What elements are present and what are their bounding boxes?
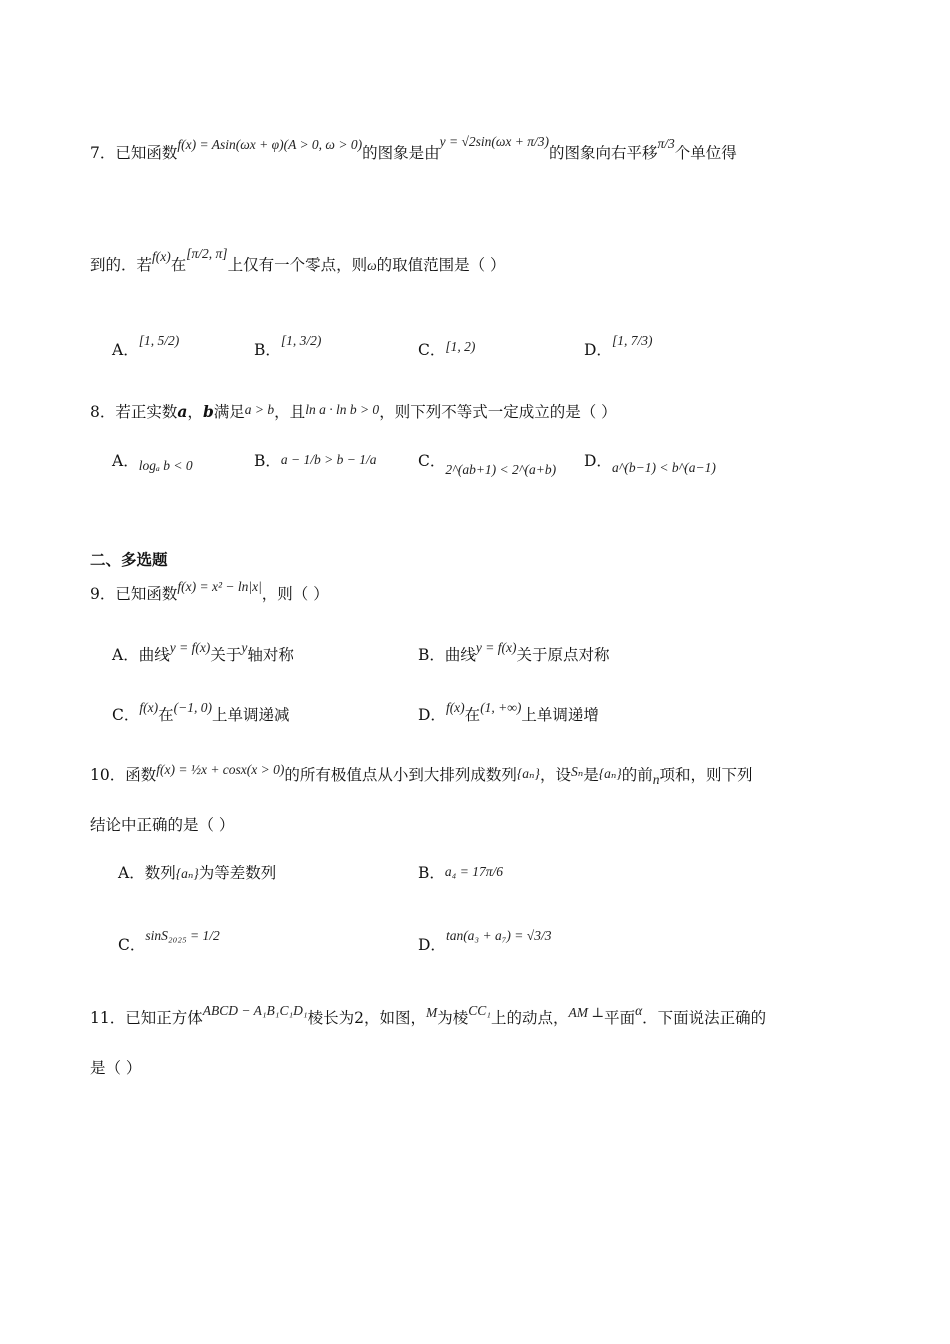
q9-option-a: A．曲线y = f(x)关于y轴对称 — [112, 640, 294, 664]
q8-option-a: A．logₐ b < 0 — [112, 452, 193, 474]
q7-line2-prefix: 到的．若 — [90, 256, 153, 274]
q10-option-b: B．a₄ = 17π/6 — [418, 864, 503, 882]
q8-line: 8．若正实数a，b满足a > b，且ln a · ln b > 0，则下列不等式一定成立的是（ ） — [90, 402, 617, 421]
q7-interval: [π/2, π] — [186, 246, 228, 262]
q10-option-a: A．数列{aₙ}为等差数列 — [118, 864, 277, 882]
q10-option-c: C．sinS₂₀₂₅ = 1/2 — [118, 928, 220, 954]
section-heading-multiple-choice: 二、多选题 — [90, 551, 168, 569]
q10-line2: 结论中正确的是（ ） — [90, 816, 235, 834]
q11-line1: 11．已知正方体ABCD − A₁B₁C₁D₁棱长为2，如图，M为棱CC₁上的动点，AM ⊥平面α．下面说法正确的 — [90, 1003, 767, 1027]
q7-function2: y = √2sin(ωx + π/3) — [439, 134, 549, 150]
q8-option-c: C．2^(ab+1) < 2^(a+b) — [418, 452, 557, 478]
q7-line2-tail: 的取值范围是（ ） — [376, 256, 506, 274]
q7-line1 — [90, 134, 737, 162]
q7-option-c: C．[1, 2) — [418, 339, 476, 359]
q7-fx: f(x) — [152, 249, 171, 265]
q7-in: 在 — [170, 256, 187, 274]
q7-function: f(x) = Asin(ωx + φ)(A > 0, ω > 0) — [177, 137, 363, 153]
q7-prefix: 7．已知函数 — [90, 144, 178, 162]
q10-option-d: D．tan(a₃ + a₇) = √3/3 — [418, 928, 552, 954]
q7-option-d: D．[1, 7/3) — [584, 333, 653, 359]
q9-line: 9．已知函数f(x) = x² − ln|x|，则（ ） — [90, 579, 329, 603]
q7-line2-end: 上仅有一个零点，则 — [227, 256, 368, 274]
q7-option-a: A．[1, 5/2) — [112, 333, 180, 359]
q7-text2: 的图象向右平移 — [549, 144, 658, 162]
q7-text3: 个单位得 — [674, 144, 737, 162]
q7-shift: π/3 — [657, 136, 675, 152]
q7-text: 的图象是由 — [362, 144, 440, 162]
q7-option-b: B．[1, 3/2) — [254, 333, 322, 359]
q9-option-c: C．f(x)在(−1, 0)上单调递减 — [112, 700, 290, 724]
q10-line1: 10．函数f(x) = ½x + cosx(x > 0)的所有极值点从小到大排列成数列{aₙ}，设Sₙ是{aₙ}的前n项和，则下列 — [90, 762, 753, 788]
q9-option-d: D．f(x)在(1, +∞)上单调递增 — [418, 700, 599, 724]
q9-option-b: B．曲线y = f(x)关于原点对称 — [418, 640, 610, 664]
q8-option-d: D．a^(b−1) < b^(a−1) — [584, 452, 716, 476]
q7-omega: ω — [367, 258, 377, 274]
q8-option-b: B．a − 1/b > b − 1/a — [254, 452, 377, 470]
q11-line2: 是（ ） — [90, 1059, 142, 1077]
q7-line2 — [90, 246, 506, 274]
